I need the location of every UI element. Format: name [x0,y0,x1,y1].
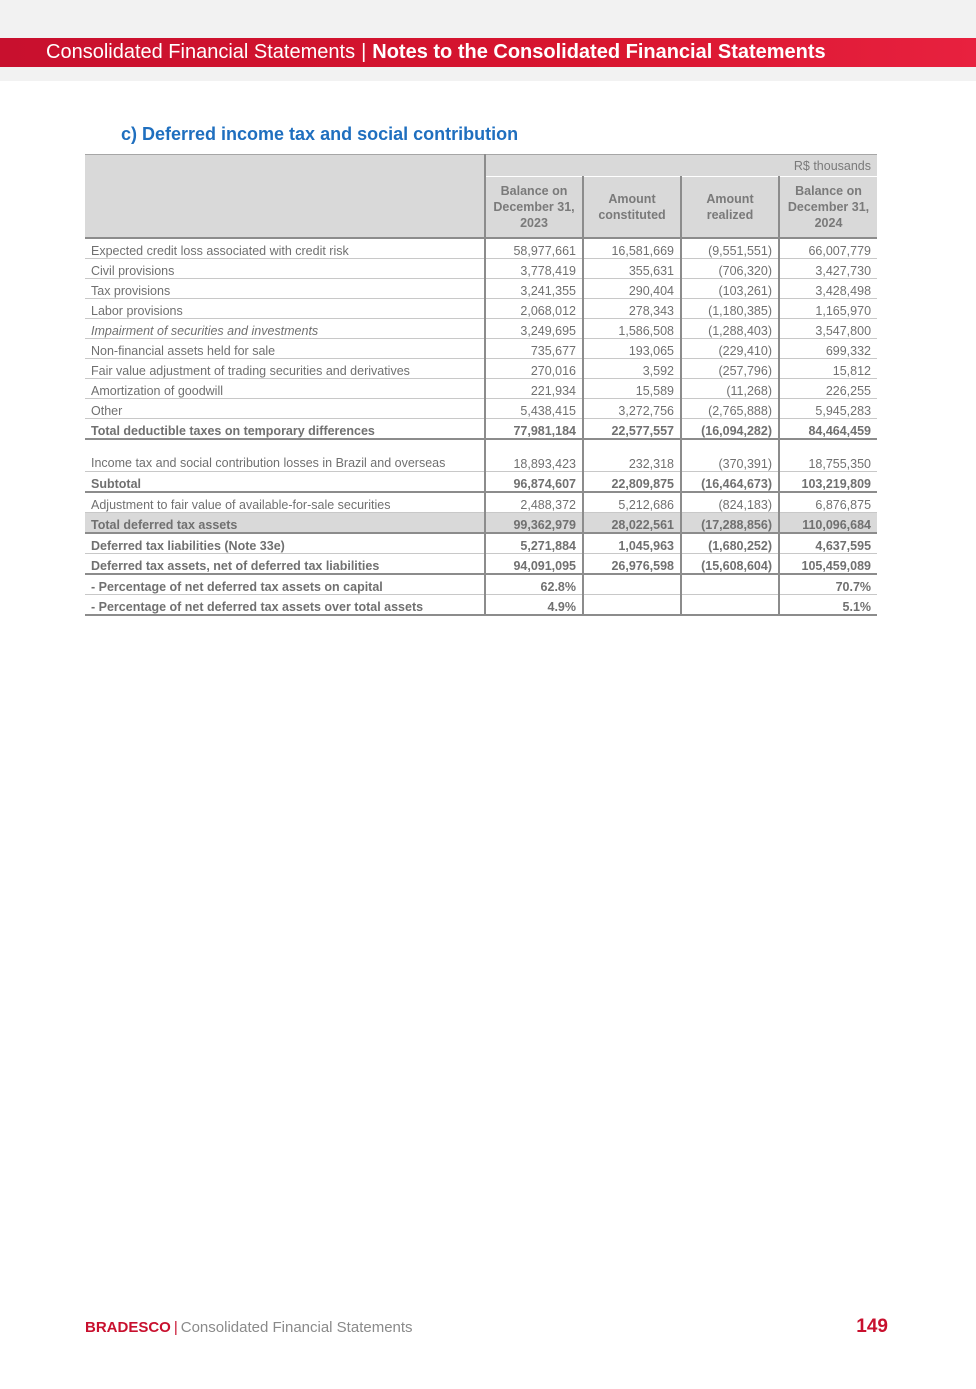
cell-value [583,574,681,595]
header-section: Consolidated Financial Statements [46,41,356,63]
header-separator: | [361,41,367,63]
row-label: Income tax and social contribution losses in Brazil and overseas [85,439,485,472]
cell-value: 16,581,669 [583,238,681,259]
cell-value: 15,812 [779,359,877,379]
cell-value: 3,592 [583,359,681,379]
row-label: Amortization of goodwill [85,379,485,399]
row-label: Tax provisions [85,279,485,299]
table-row [85,299,877,319]
cell-value: 221,934 [485,379,583,399]
cell-value: (1,288,403) [681,319,779,339]
cell-value: (103,261) [681,279,779,299]
row-label: Deferred tax liabilities (Note 33e) [85,533,485,554]
cell-value: 103,219,809 [779,472,877,493]
deferred-tax-table [85,154,877,616]
row-label: Total deductible taxes on temporary differences [85,419,485,440]
cell-value: 96,874,607 [485,472,583,493]
table-row [85,439,877,472]
cell-value: 5,212,686 [583,492,681,513]
table-row [85,472,877,493]
cell-value: 232,318 [583,439,681,472]
cell-value: 77,981,184 [485,419,583,440]
cell-value: 4.9% [485,595,583,616]
cell-value: 1,045,963 [583,533,681,554]
cell-value: 3,547,800 [779,319,877,339]
row-label: Deferred tax assets, net of deferred tax liabilities [85,554,485,575]
cell-value: 105,459,089 [779,554,877,575]
section-title: c) Deferred income tax and social contribution [121,124,519,144]
cell-value: 3,241,355 [485,279,583,299]
cell-value: 5,271,884 [485,533,583,554]
page-number: 149 [856,1316,888,1337]
table-row [85,399,877,419]
header-subsection: Notes to the Consolidated Financial Statements [372,41,826,63]
page-footer [85,1319,413,1336]
cell-value: (257,796) [681,359,779,379]
cell-value: 3,428,498 [779,279,877,299]
row-label: Labor provisions [85,299,485,319]
cell-value: 1,165,970 [779,299,877,319]
cell-value: 70.7% [779,574,877,595]
cell-value: 5,945,283 [779,399,877,419]
table-row [85,319,877,339]
cell-value: 270,016 [485,359,583,379]
cell-value: 4,637,595 [779,533,877,554]
row-label: Subtotal [85,472,485,493]
row-label: - Percentage of net deferred tax assets on capital [85,574,485,595]
row-label: Impairment of securities and investments [85,319,485,339]
cell-value: 66,007,779 [779,238,877,259]
cell-value: 62.8% [485,574,583,595]
cell-value: (2,765,888) [681,399,779,419]
cell-value: 3,427,730 [779,259,877,279]
table-row [85,379,877,399]
cell-value: 18,755,350 [779,439,877,472]
cell-value: 2,068,012 [485,299,583,319]
table-row [85,595,877,616]
table-row [85,279,877,299]
cell-value: 84,464,459 [779,419,877,440]
cell-value [681,595,779,616]
cell-value: (17,288,856) [681,513,779,534]
column-header: Balance on December 31, 2024 [779,177,877,239]
cell-value [681,574,779,595]
cell-value: 699,332 [779,339,877,359]
cell-value: 3,778,419 [485,259,583,279]
table-row [85,492,877,513]
cell-value [583,595,681,616]
row-label: Other [85,399,485,419]
row-label: Total deferred tax assets [85,513,485,534]
cell-value: 355,631 [583,259,681,279]
cell-value: 193,065 [583,339,681,359]
cell-value: 22,809,875 [583,472,681,493]
table-row [85,574,877,595]
cell-value: 99,362,979 [485,513,583,534]
cell-value: (11,268) [681,379,779,399]
table-row [85,513,877,534]
page-header [0,38,976,67]
cell-value: 6,876,875 [779,492,877,513]
cell-value: 18,893,423 [485,439,583,472]
table-row [85,533,877,554]
row-label: Fair value adjustment of trading securities and derivatives [85,359,485,379]
cell-value: (706,320) [681,259,779,279]
cell-value: (229,410) [681,339,779,359]
footer-brand: BRADESCO [85,1319,171,1336]
cell-value: 28,022,561 [583,513,681,534]
row-label: - Percentage of net deferred tax assets over total assets [85,595,485,616]
row-label: Expected credit loss associated with credit risk [85,238,485,259]
row-label: Adjustment to fair value of available-for-sale securities [85,492,485,513]
cell-value: (1,180,385) [681,299,779,319]
row-label: Non-financial assets held for sale [85,339,485,359]
cell-value: (1,680,252) [681,533,779,554]
units-label: R$ thousands [485,155,877,177]
cell-value: 735,677 [485,339,583,359]
column-header: Balance on December 31, 2023 [485,177,583,239]
table-row [85,359,877,379]
footer-document-title: Consolidated Financial Statements [180,1319,413,1336]
cell-value: (15,608,604) [681,554,779,575]
table-row [85,419,877,440]
row-label: Civil provisions [85,259,485,279]
cell-value: 5.1% [779,595,877,616]
cell-value: 290,404 [583,279,681,299]
cell-value: (9,551,551) [681,238,779,259]
header-label-cell [85,155,485,239]
footer-separator: | [173,1319,178,1336]
cell-value: (824,183) [681,492,779,513]
table-row [85,259,877,279]
cell-value: (370,391) [681,439,779,472]
cell-value: 110,096,684 [779,513,877,534]
cell-value: (16,464,673) [681,472,779,493]
column-header: Amount constituted [583,177,681,239]
cell-value: (16,094,282) [681,419,779,440]
table-row [85,339,877,359]
cell-value: 58,977,661 [485,238,583,259]
table-row [85,554,877,575]
cell-value: 3,272,756 [583,399,681,419]
cell-value: 1,586,508 [583,319,681,339]
cell-value: 94,091,095 [485,554,583,575]
cell-value: 2,488,372 [485,492,583,513]
column-header: Amount realized [681,177,779,239]
cell-value: 5,438,415 [485,399,583,419]
cell-value: 22,577,557 [583,419,681,440]
cell-value: 15,589 [583,379,681,399]
cell-value: 3,249,695 [485,319,583,339]
cell-value: 278,343 [583,299,681,319]
table-row [85,238,877,259]
cell-value: 226,255 [779,379,877,399]
cell-value: 26,976,598 [583,554,681,575]
